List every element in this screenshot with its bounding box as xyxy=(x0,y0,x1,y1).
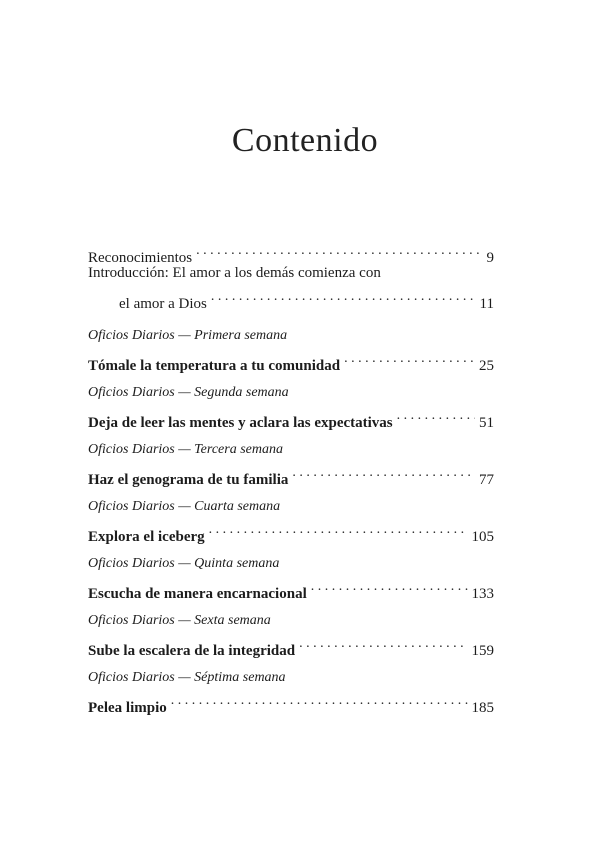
toc-entry-title: el amor a Dios xyxy=(119,296,207,312)
chapter-title: Pelea limpio xyxy=(88,700,167,716)
table-of-contents xyxy=(88,239,494,716)
toc-section xyxy=(88,667,494,716)
toc-entry-introduccion-line2 xyxy=(88,285,494,312)
week-heading: Oficios Diarios — Quinta semana xyxy=(88,556,280,571)
dot-leader xyxy=(344,347,475,370)
week-heading: Oficios Diarios — Cuarta semana xyxy=(88,499,281,514)
week-heading: Oficios Diarios — Segunda semana xyxy=(88,385,289,400)
toc-section xyxy=(88,553,494,602)
dot-leader xyxy=(397,404,475,427)
chapter-title: Escucha de manera encarnacional xyxy=(88,586,307,602)
toc-section xyxy=(88,382,494,431)
toc-section xyxy=(88,496,494,545)
toc-entry-title: Reconocimientos xyxy=(88,250,193,266)
toc-page-number: 133 xyxy=(471,586,494,602)
toc-entry-chapter xyxy=(88,404,494,431)
chapter-title: Tómale la temperatura a tu comunidad xyxy=(88,358,341,374)
week-heading: Oficios Diarios — Séptima semana xyxy=(88,670,286,685)
dot-leader xyxy=(311,575,468,598)
dot-leader xyxy=(209,518,468,541)
chapter-title: Deja de leer las mentes y aclara las expectativas xyxy=(88,415,393,431)
toc-entry-chapter xyxy=(88,461,494,488)
toc-page-number: 105 xyxy=(471,529,494,545)
toc-page-number: 51 xyxy=(479,415,494,431)
toc-page-number: 11 xyxy=(479,296,494,312)
dot-leader xyxy=(196,239,482,262)
chapter-title: Sube la escalera de la integridad xyxy=(88,643,296,659)
toc-section xyxy=(88,325,494,374)
week-heading: Oficios Diarios — Tercera semana xyxy=(88,442,283,457)
toc-entry-chapter xyxy=(88,518,494,545)
toc-entry-chapter xyxy=(88,632,494,659)
toc-page-number: 25 xyxy=(479,358,494,374)
toc-sections xyxy=(88,325,494,716)
toc-entry-chapter xyxy=(88,575,494,602)
week-heading: Oficios Diarios — Primera semana xyxy=(88,328,288,343)
toc-entry-reconocimientos xyxy=(88,239,494,266)
toc-page-number: 159 xyxy=(471,643,494,659)
toc-page-number: 9 xyxy=(486,250,494,266)
page-title: Contenido xyxy=(231,122,379,159)
toc-entry-chapter xyxy=(88,689,494,716)
chapter-title: Explora el iceberg xyxy=(88,529,205,545)
week-heading: Oficios Diarios — Sexta semana xyxy=(88,613,271,628)
dot-leader xyxy=(292,461,475,484)
dot-leader xyxy=(299,632,467,655)
toc-entry-chapter xyxy=(88,347,494,374)
dot-leader xyxy=(171,689,468,712)
toc-page-number: 185 xyxy=(471,700,494,716)
toc-entry-introduccion-line1: Introducción: El amor a los demás comienza con xyxy=(88,265,381,281)
chapter-title: Haz el genograma de tu familia xyxy=(88,472,289,488)
toc-section xyxy=(88,439,494,488)
toc-section xyxy=(88,610,494,659)
toc-page-number: 77 xyxy=(479,472,494,488)
dot-leader xyxy=(211,285,476,308)
